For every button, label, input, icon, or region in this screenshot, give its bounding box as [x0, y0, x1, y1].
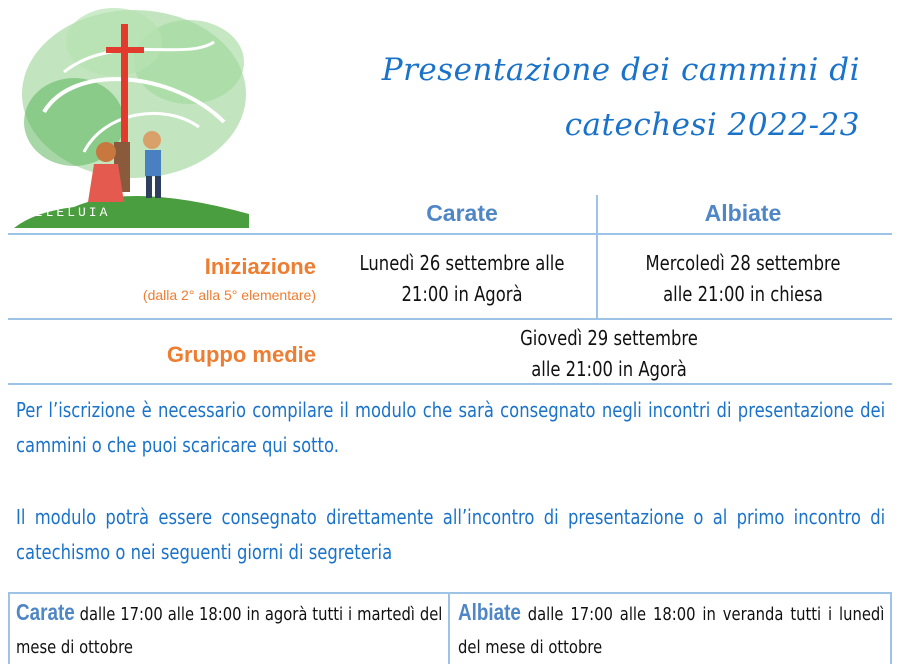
column-header-albiate: Albiate [704, 200, 782, 226]
cell-line: Giovedì 29 settembre [520, 326, 698, 350]
row-label-gruppo-medie: Gruppo medie [166, 342, 316, 367]
secretariat-rule-top [8, 592, 892, 594]
page-title-line1: Presentazione dei cammini di [381, 52, 860, 88]
secretariat-border-right [890, 592, 892, 664]
secretariat-border-left [8, 592, 10, 664]
row-label-iniziazione: Iniziazione [204, 254, 316, 279]
cell-line: alle 21:00 in chiesa [663, 282, 823, 306]
logo-lettering: ALLELUIA [24, 205, 111, 220]
table-column-divider [596, 195, 598, 319]
tree-illustration [14, 2, 250, 228]
secretariat-albiate-name: Albiate [458, 599, 521, 625]
page-title-line2: catechesi 2022-23 [564, 107, 860, 143]
cell-gruppo-medie [380, 323, 838, 385]
table-rule-top [8, 233, 892, 235]
table-rule-middle [8, 318, 892, 320]
secretariat-carate [16, 596, 442, 664]
secretariat-divider [448, 592, 450, 664]
row-sublabel-iniziazione: (dalla 2° alla 5° elementare) [142, 287, 316, 303]
cell-line: Mercoledì 28 settembre [645, 251, 841, 275]
secretariat-carate-name: Carate [16, 599, 75, 625]
secretariat-albiate [458, 596, 884, 664]
cell-carate-iniziazione [354, 248, 570, 310]
delivery-paragraph: Il modulo potrà essere consegnato direttamente all’incontro di presentazione o al primo incontro di catechismo o nei seguenti giorni di segreteria [16, 505, 886, 564]
secretariat-albiate-text: dalle 17:00 alle 18:00 in veranda tutti i lunedì del mese di ottobre [458, 604, 885, 658]
column-header-carate: Carate [426, 200, 498, 226]
cell-line: 21:00 in Agorà [401, 282, 523, 306]
parish-logo [14, 2, 250, 228]
cell-line: Lunedì 26 settembre alle [359, 251, 565, 275]
cell-albiate-iniziazione [624, 248, 862, 310]
registration-paragraph: Per l’iscrizione è necessario compilare il modulo che sarà consegnato negli incontri di presentazione dei cammini o che puoi scaricare qui sotto. [16, 398, 886, 457]
secretariat-carate-text: dalle 17:00 alle 18:00 in agorà tutti i martedì del mese di ottobre [16, 604, 443, 658]
cell-line: alle 21:00 in Agorà [531, 357, 687, 381]
